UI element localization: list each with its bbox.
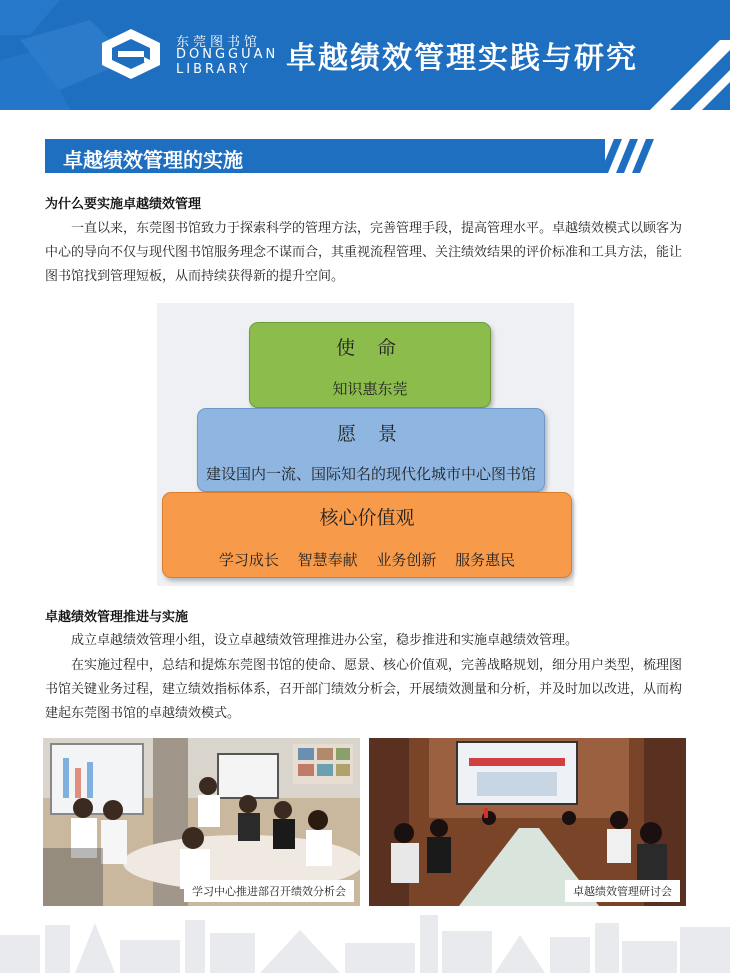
pyramid-tier-core-values	[162, 492, 572, 578]
mission-text: 知识惠东莞	[332, 380, 408, 398]
core-values-text: 学习成长 智慧奉献 业务创新 服务惠民	[218, 551, 516, 569]
photo-analysis-meeting	[43, 738, 360, 906]
section-stripes-decoration	[600, 139, 660, 173]
logo-english-name-line2: LIBRARY	[176, 62, 251, 77]
pyramid-tier-vision	[197, 408, 545, 492]
mission-title: 使 命	[335, 337, 405, 359]
photo-seminar	[369, 738, 686, 906]
subheading-why: 为什么要实施卓越绩效管理	[45, 197, 202, 212]
core-values-title: 核心价值观	[319, 507, 415, 529]
document-title: 卓越绩效管理实践与研究	[286, 41, 638, 76]
section-title: 卓越绩效管理的实施	[63, 148, 243, 172]
logo-english-name-line1: DONGGUAN	[176, 47, 279, 62]
vision-text: 建设国内一流、国际知名的现代化城市中心图书馆	[205, 465, 536, 483]
subheading-implementation: 卓越绩效管理推进与实施	[45, 610, 189, 625]
paragraph-implementation-1: 成立卓越绩效管理小组，设立卓越绩效管理推进办公室，稳步推进和实施卓越绩效管理。	[71, 633, 579, 648]
vision-title: 愿 景	[336, 423, 406, 445]
page-header	[0, 0, 730, 110]
photo-caption-seminar: 卓越绩效管理研讨会	[565, 880, 680, 902]
pyramid-tier-mission	[249, 322, 491, 408]
photo-caption-analysis-meeting: 学习中心推进部召开绩效分析会	[184, 880, 354, 902]
library-logo-icon	[100, 27, 162, 81]
section-heading-bar	[45, 139, 605, 173]
logo-chinese-name: 东莞图书馆	[176, 35, 262, 50]
paragraph-why: 一直以来，东莞图书馆致力于探索科学的管理方法，完善管理手段，提高管理水平。卓越绩效模式以顾客为中心的导向不仅与现代图书馆服务理念不谋而合，其重视流程管理、关注绩效结果的评价标准和工具方法，能让图书馆找到管理短板，从而持续获得新的提升空间。	[45, 221, 683, 284]
city-skyline-decoration	[0, 905, 730, 973]
paragraph-implementation-2: 在实施过程中，总结和提炼东莞图书馆的使命、愿景、核心价值观，完善战略规划，细分用户类型，梳理图书馆关键业务过程，建立绩效指标体系，召开部门绩效分析会，开展绩效测量和分析，并及时加以改进，从而构建起东莞图书馆的卓越绩效模式。	[45, 658, 683, 721]
